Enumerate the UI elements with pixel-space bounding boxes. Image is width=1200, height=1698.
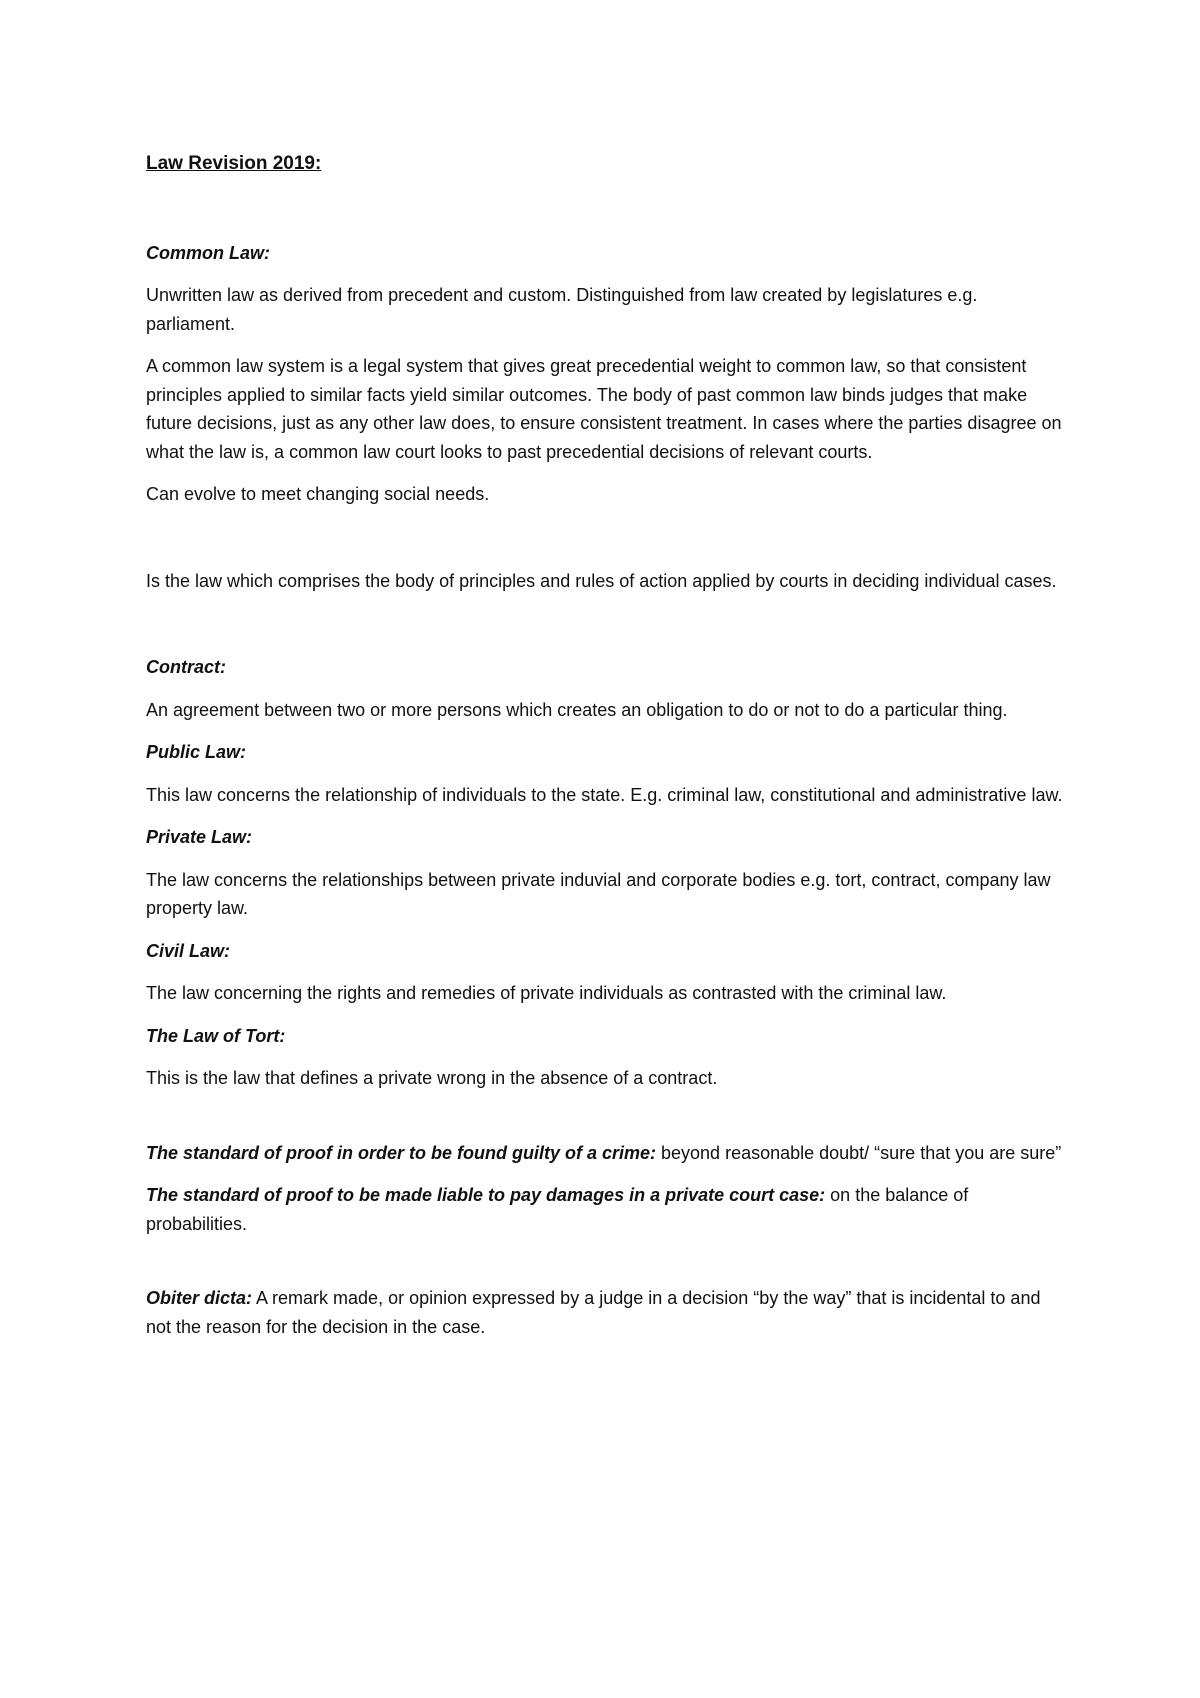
proof-crime-label: The standard of proof in order to be found guilty of a crime: [146, 1142, 657, 1163]
public-law-text: This law concerns the relationship of individuals to the state. E.g. criminal law, constitutional and administrative law. [146, 784, 1063, 805]
common-law-paragraph-3: Can evolve to meet changing social needs. [146, 484, 490, 504]
obiter-dicta-label: Obiter dicta: [146, 1288, 253, 1308]
heading-civil-law: Civil Law: [146, 940, 231, 961]
private-law-text: The law concerns the relationships between private induvial and corporate bodies e.g. tort, contract, company law property law. [146, 869, 1051, 918]
common-law-paragraph-4: Is the law which comprises the body of principles and rules of action applied by courts in deciding individual cases. [146, 570, 1057, 591]
heading-law-of-tort: The Law of Tort: [146, 1025, 286, 1046]
document-title: Law Revision 2019: [146, 153, 322, 174]
proof-crime-text: beyond reasonable doubt/ “sure that you are sure” [656, 1142, 1062, 1163]
heading-public-law: Public Law: [146, 742, 247, 762]
proof-damages-label: The standard of proof to be made liable to pay damages in a private court case: [146, 1185, 826, 1205]
document-content [146, 150, 1066, 1355]
proof-damages-paragraph [146, 1181, 1066, 1238]
contract-text: An agreement between two or more persons which creates an obligation to do or not to do a particular thing. [146, 699, 1008, 720]
heading-contract: Contract: [146, 657, 226, 677]
proof-damages-text: on the balance of probabilities. [146, 1185, 969, 1234]
tort-text: This is the law that defines a private wrong in the absence of a contract. [146, 1068, 718, 1088]
obiter-dicta-text: A remark made, or opinion expressed by a judge in a decision “by the way” that is incidental to and not the reason for the decision in the case. [146, 1288, 1041, 1337]
common-law-paragraph-2: A common law system is a legal system that gives great precedential weight to common law, so that consistent principles applied to similar facts yield similar outcomes. The body of past common law binds judges that make future decisions, just as any other law does, to ensure consistent treatment. In cases where the parties disagree on what the law is, a common law court looks to past precedential decisions of relevant courts. [146, 356, 1062, 462]
obiter-dicta-paragraph [146, 1284, 1066, 1341]
common-law-paragraph-1: Unwritten law as derived from precedent and custom. Distinguished from law created by legislatures e.g. parliament. [146, 285, 978, 334]
heading-common-law: Common Law: [146, 242, 270, 263]
proof-crime-paragraph [146, 1139, 1066, 1168]
heading-private-law: Private Law: [146, 827, 253, 847]
civil-law-text: The law concerning the rights and remedies of private individuals as contrasted with the criminal law. [146, 983, 947, 1003]
